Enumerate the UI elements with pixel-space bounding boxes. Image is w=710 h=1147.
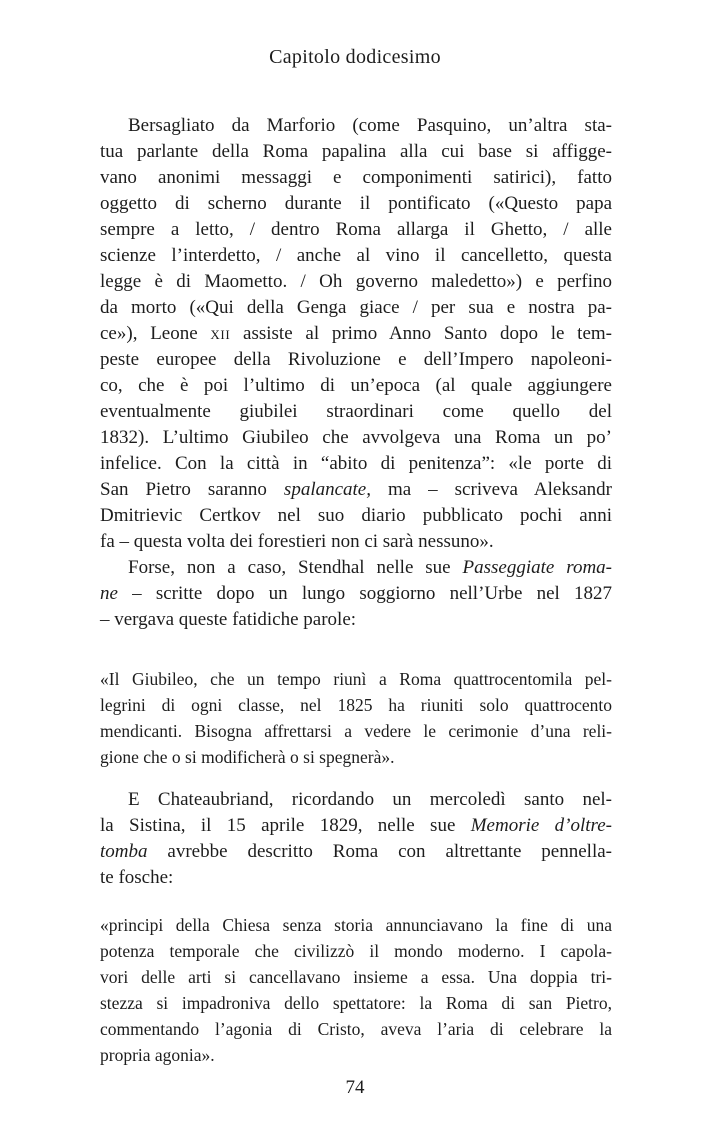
smallcaps-text: xii	[210, 323, 231, 344]
text-line: vano anonimi messaggi e componimenti satirici), fatto	[100, 167, 612, 188]
blockquote-stendhal	[100, 666, 612, 770]
text-line: oggetto di scherno durante il pontificato («Questo papa	[100, 193, 612, 214]
text-line: peste europee della Rivoluzione e dell’Impero napoleoni-	[100, 349, 612, 370]
text-line: gione che o si modificherà o si spegnerà».	[100, 747, 395, 767]
paragraph-chateaubriand-intro	[100, 787, 612, 891]
text-line	[100, 321, 612, 347]
text-line: sempre a letto, / dentro Roma allarga il Ghetto, / alle	[100, 219, 612, 240]
paragraph-stendhal-intro	[100, 555, 612, 633]
text-line: infelice. Con la città in “abito di penitenza”: «le porte di	[100, 453, 612, 474]
text-line: legge è di Maometto. / Oh governo maledetto») e perfino	[100, 271, 612, 292]
text-line: «principi della Chiesa senza storia annunciavano la fine di una	[100, 915, 612, 935]
chapter-heading: Capitolo dodicesimo	[269, 46, 441, 68]
text-line	[100, 581, 612, 607]
text-line: potenza temporale che civilizzò il mondo moderno. I capola-	[100, 941, 612, 961]
text-line	[100, 477, 612, 503]
text-run: ce»), Leone	[100, 323, 211, 344]
italic-text: ne	[100, 583, 118, 604]
page-body	[100, 113, 612, 1068]
text-run: – scritte dopo un lungo soggiorno nell’Urbe nel 1827	[117, 583, 612, 604]
text-line: Dmitrievic Certkov nel suo diario pubblicato pochi anni	[100, 505, 612, 526]
italic-text: tomba	[100, 841, 148, 862]
page-number: 74	[345, 1077, 365, 1098]
text-line: mendicanti. Bisogna affrettarsi a vedere le cerimonie d’una reli-	[100, 721, 612, 741]
text-line	[100, 813, 612, 839]
text-run: ma – scriveva Aleksandr	[371, 479, 612, 500]
text-line: fa – questa volta dei forestieri non ci sarà nessuno».	[100, 531, 494, 552]
text-line	[100, 839, 612, 865]
text-line: propria agonia».	[100, 1045, 215, 1065]
text-line: scienze l’interdetto, / anche al vino il cancelletto, questa	[100, 245, 612, 266]
text-run: avrebbe descritto Roma con altrettante pennella-	[147, 841, 612, 862]
text-run: Forse, non a caso, Stendhal nelle sue	[128, 557, 463, 578]
text-line: eventualmente giubilei straordinari come quello del	[100, 401, 612, 422]
text-line: co, che è poi l’ultimo di un’epoca (al quale aggiungere	[100, 375, 612, 396]
text-line: «Il Giubileo, che un tempo riunì a Roma quattrocentomila pel-	[100, 669, 612, 689]
text-line: vori delle arti si cancellavano insieme a essa. Una doppia tri-	[100, 967, 612, 987]
text-line: Bersagliato da Marforio (come Pasquino, un’altra sta-	[128, 115, 612, 136]
text-line: 1832). L’ultimo Giubileo che avvolgeva una Roma un po’	[100, 427, 612, 448]
text-line	[100, 555, 612, 581]
text-line: – vergava queste fatidiche parole:	[100, 609, 357, 630]
text-line: commentando l’agonia di Cristo, aveva l’aria di celebrare la	[100, 1019, 612, 1039]
text-line: da morto («Qui della Genga giace / per sua e nostra pa-	[100, 297, 612, 318]
blockquote-chateaubriand	[100, 912, 612, 1068]
italic-text: Memorie d’oltre-	[470, 815, 612, 836]
italic-text: Passeggiate roma-	[462, 557, 612, 578]
text-line: tua parlante della Roma papalina alla cui base si affigge-	[100, 141, 612, 162]
text-run: la Sistina, il 15 aprile 1829, nelle sue	[100, 815, 471, 836]
text-run: assiste al primo Anno Santo dopo le tem-	[230, 323, 612, 344]
text-line: legrini di ogni classe, nel 1825 ha riuniti solo quattrocento	[100, 695, 612, 715]
text-line: te fosche:	[100, 867, 174, 888]
italic-text: spalancate,	[283, 479, 371, 500]
paragraph-bersagliato	[100, 113, 612, 555]
text-run: San Pietro saranno	[100, 479, 284, 500]
text-line: E Chateaubriand, ricordando un mercoledì santo nel-	[128, 789, 612, 810]
text-line: stezza si impadroniva dello spettatore: la Roma di san Pietro,	[100, 993, 612, 1013]
